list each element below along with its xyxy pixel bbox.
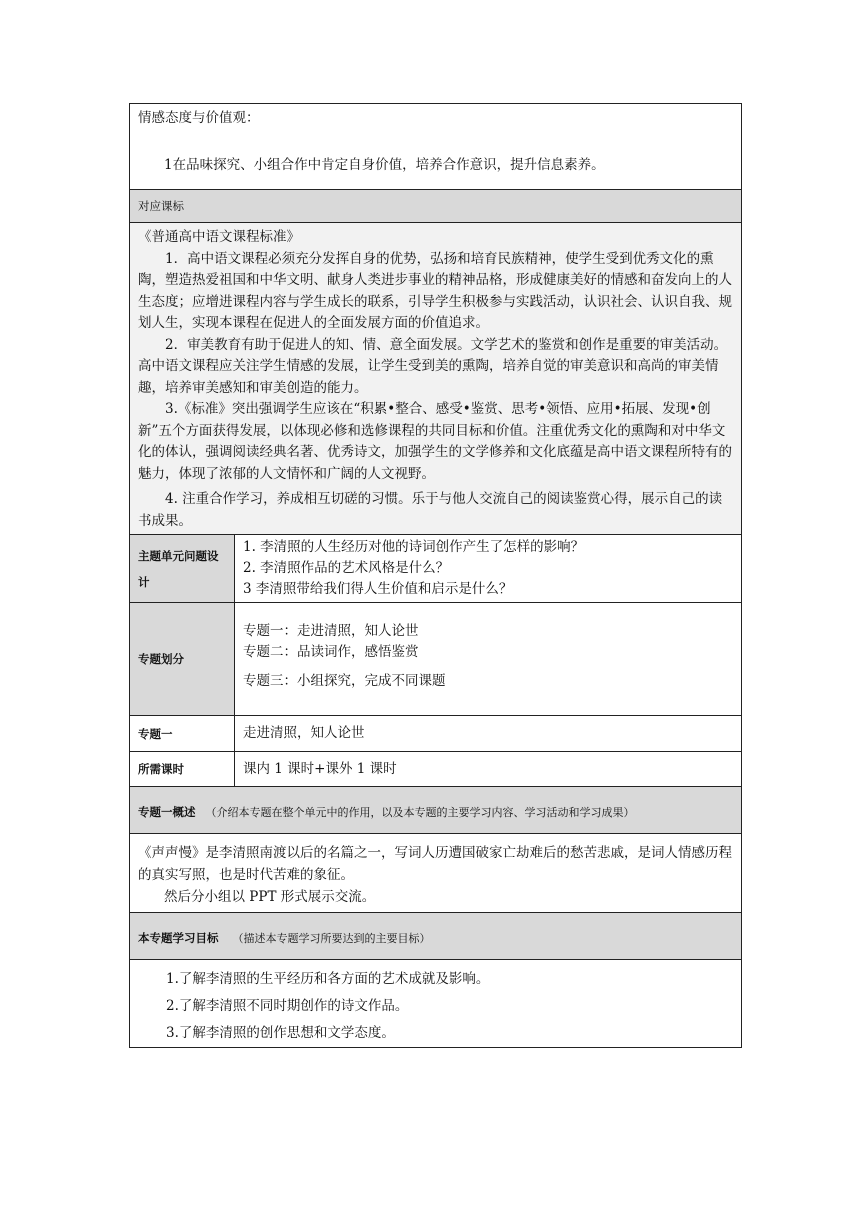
emotion-item-1: 1在品味探究、小组合作中肯定自身价值，培养合作意识，提升信息素养。 [164, 157, 605, 173]
unit-questions-cell [235, 535, 742, 603]
hours-label: 所需课时 [130, 752, 235, 787]
standards-paragraph-1: 1．高中语文课程必须充分发挥自身的优势，弘扬和培育民族精神，使学生受到优秀文化的熏陶，塑造热爱祖国和中华文明、献身人类进步事业的精神品格，形成健康美好的情感和奋发向上的人生态度；应增进课程内容与学生成长的联系，引导学生积极参与实践活动，认识社会、认识自我、规划人生，实现本课程在促进人的全面发展方面的价值追求。 [138, 250, 732, 331]
overview-paragraph-2: 然后分小组以 PPT 形式展示交流。 [164, 889, 376, 905]
goals-note: （描述本专题学习所要达到的主要目标） [232, 931, 431, 945]
topic1-row [130, 716, 742, 752]
emotion-cell [130, 104, 742, 190]
unit-question-1: 1. 李清照的人生经历对他的诗词创作产生了怎样的影响？ [243, 539, 585, 555]
standards-content [130, 223, 742, 535]
standards-paragraph-4: 4. 注重合作学习，养成相互切磋的习惯。乐于与他人交流自己的阅读鉴赏心得，展示自己的读书成果。 [138, 491, 723, 529]
topic-item-2: 专题二：品读词作，感悟鉴赏 [243, 644, 419, 660]
unit-questions-label: 主题单元问题设计 [130, 535, 235, 603]
overview-content [130, 834, 742, 913]
overview-header [130, 787, 742, 834]
standards-content-row [130, 223, 742, 535]
overview-paragraph-1: 《声声慢》是李清照南渡以后的名篇之一，写词人历遭国破家亡劫难后的愁苦悲戚，是词人情感历程的真实写照，也是时代苦难的象征。 [138, 845, 732, 883]
goals-content-row [130, 960, 742, 1048]
unit-questions-row [130, 535, 742, 603]
overview-label: 专题一概述 [138, 804, 196, 819]
unit-question-2: 2. 李清照作品的艺术风格是什么？ [243, 560, 450, 576]
standards-header: 对应课标 [130, 190, 742, 223]
topics-row [130, 603, 742, 716]
goal-item-3: 3.了解李清照的创作思想和文学态度。 [166, 1025, 395, 1041]
topic1-label: 专题一 [130, 716, 235, 752]
goal-item-1: 1.了解李清照的生平经历和各方面的艺术成就及影响。 [166, 971, 490, 987]
standards-book-title: 《普通高中语文课程标准》 [138, 229, 300, 245]
goals-header [130, 913, 742, 960]
goals-content [130, 960, 742, 1048]
overview-header-row [130, 787, 742, 834]
topic-item-3: 专题三：小组探究，完成不同课题 [243, 673, 446, 689]
standards-paragraph-2: 2．审美教育有助于促进人的知、情、意全面发展。文学艺术的鉴赏和创作是重要的审美活动。高中语文课程应关注学生情感的发展，让学生受到美的熏陶，培养自觉的审美意识和高尚的审美情趣，培养审美感知和审美创造的能力。 [138, 336, 728, 396]
standards-paragraph-3: 3.《标准》突出强调学生应该在“积累•整合、感受•鉴赏、思考•领悟、应用•拓展、发现•创新”五个方面获得发展，以体现必修和选修课程的共同目标和价值。注重优秀文化的熏陶和对中华文化的体认，强调阅读经典名著、优秀诗文，加强学生的文学修养和文化底蕴是高中语文课程所特有的魅力，体现了浓郁的人文情怀和广阔的人文视野。 [138, 401, 732, 482]
topics-cell [235, 603, 742, 716]
goal-item-2: 2.了解李清照不同时期创作的诗文作品。 [166, 998, 409, 1014]
lesson-plan-document [129, 103, 741, 1048]
emotion-heading: 情感态度与价值观： [138, 110, 260, 126]
goals-label: 本专题学习目标 [138, 930, 219, 945]
lesson-plan-table [129, 103, 742, 1048]
goals-header-row [130, 913, 742, 960]
topic1-value: 走进清照，知人论世 [235, 716, 742, 752]
hours-row [130, 752, 742, 787]
topic-item-1: 专题一：走进清照，知人论世 [243, 623, 419, 639]
standards-header-row [130, 190, 742, 223]
overview-content-row [130, 834, 742, 913]
hours-value: 课内 1 课时+课外 1 课时 [235, 752, 742, 787]
unit-question-3: 3 李清照带给我们得人生价值和启示是什么？ [243, 581, 513, 597]
topics-label: 专题划分 [130, 603, 235, 716]
overview-note: （介绍本专题在整个单元中的作用，以及本专题的主要学习内容、学习活动和学习成果） [205, 805, 635, 819]
emotion-row [130, 104, 742, 190]
